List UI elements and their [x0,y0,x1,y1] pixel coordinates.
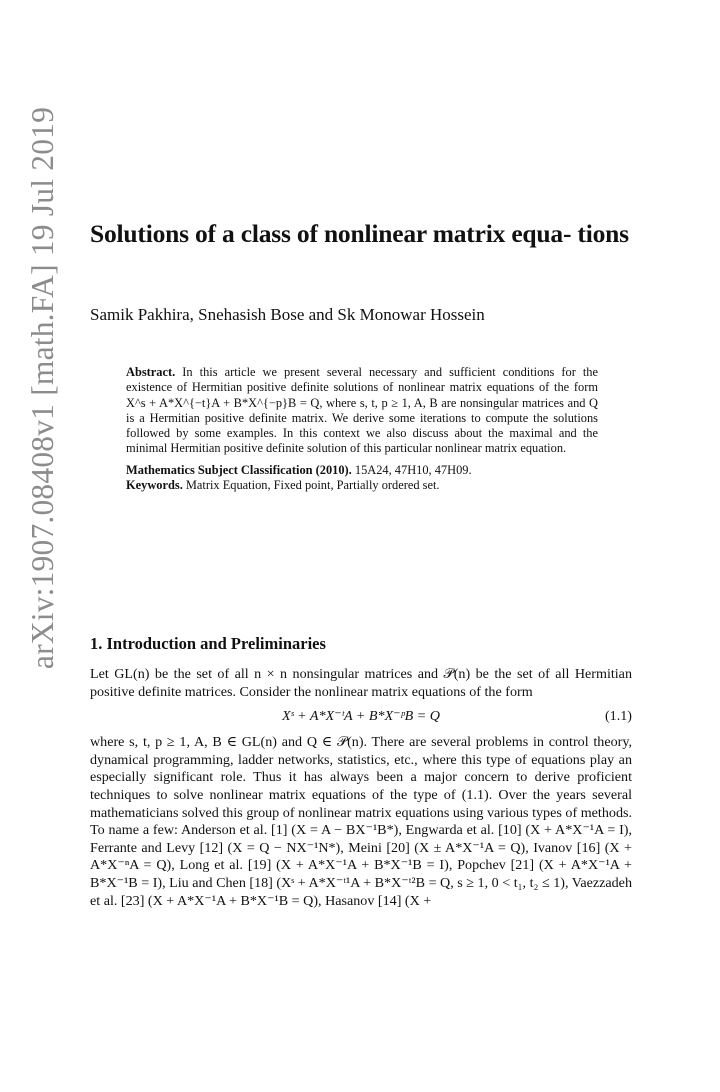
keywords-text: Matrix Equation, Fixed point, Partially ordered set. [185,478,440,493]
abstract-label: Abstract. [126,365,176,379]
equation-number: (1.1) [604,708,632,725]
intro-body [90,666,632,910]
abstract-text: In this article we present several necessary and sufficient conditions for the existence of Hermitian positive definite solutions of nonlinear matrix equations of the form X^s + A*X^{−t}A + B*X^{−p}B = Q, where s, t, p ≥ 1, A, B are nonsingular matrices and Q is a Hermitian positive definite matrix. We derive some iterations to compute the solutions followed by some examples. In this context we also discuss about the maximal and the minimal Hermitian positive definite solution of this particular nonlinear matrix equation. [126,365,598,456]
keywords-line [126,478,598,493]
intro-paragraph-1: Let GL(n) be the set of all n × n nonsingular matrices and 𝒫(n) be the set of all Hermitian positive definite matrices. Consider the nonlinear matrix equations of the form [90,666,632,700]
msc-codes: 15A24, 47H10, 47H09. [354,462,472,477]
paper-title: Solutions of a class of nonlinear matrix equa- tions [90,219,629,248]
msc-label: Mathematics Subject Classification (2010). [126,462,352,477]
arxiv-identifier: arXiv:1907.08408v1 [math.FA] 19 Jul 2019 [25,106,60,670]
equation-1-1 [90,705,632,731]
section-number: 1. [90,634,103,653]
abstract-paragraph [126,365,598,457]
msc-line [126,463,598,478]
section-title: Introduction and Preliminaries [106,634,326,653]
intro-paragraph-2: where s, t, p ≥ 1, A, B ∈ GL(n) and Q ∈ 𝒫(n). There are several problems in control theory, dynamical programming, ladder networks, statistics, etc., where this type of equations play an especially significant role. Thus it has always been a major concern to derive proficient techniques to solve nonlinear matrix equations of the type of (1.1). Over the years several mathematicians solved this group of nonlinear matrix equations using various types of methods. To name a few: Anderson et al. [1] (X = A − BX⁻¹B*), Engwarda et al. [10] (X + A*X⁻¹A = I), Ferrante and Levy [12] (X = Q − NX⁻¹N*), Meini [20] (X ± A*X⁻¹A = Q), Ivanov [16] (X + A*X⁻ⁿA = Q), Long et al. [19] (X + A*X⁻¹A + B*X⁻¹B = I), Popchev [21] (X + A*X⁻¹A + B*X⁻¹B = I), Liu and Chen [18] (Xˢ + A*X⁻ᵗ¹A + B*X⁻ᵗ²B = Q, s ≥ 1, 0 < t₁, t₂ ≤ 1), Vaezzadeh et al. [23] (X + A*X⁻¹A + B*X⁻¹B = Q), Hasanov [14] (X + [90,734,632,909]
arxiv-sidebar [18,98,68,678]
keywords-label: Keywords. [126,478,183,493]
paper-authors: Samik Pakhira, Snehasish Bose and Sk Monowar Hossein [90,305,485,324]
section-heading [90,634,326,654]
abstract-block [126,365,598,493]
equation-body: Xˢ + A*X⁻ᵗA + B*X⁻ᵖB = Q [282,708,440,725]
